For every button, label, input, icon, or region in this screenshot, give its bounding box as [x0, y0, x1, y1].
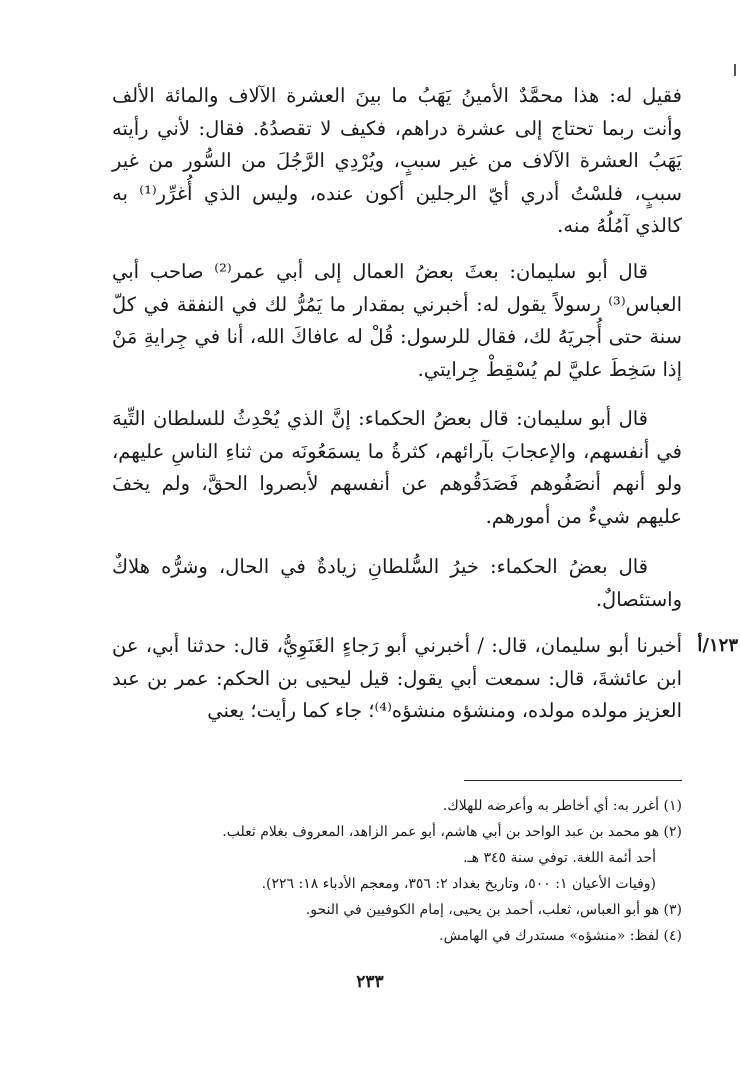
footnote-2-sources: (وفيات الأعيان ١: ٥٠٠، وتاريخ بغداد ٢: ٣٥٦، ومعجم الأدباء ١٨: ٢٢٦). [261, 876, 656, 892]
manuscript-folio-reference: ١٢٣/أ [697, 635, 738, 656]
footnote-divider [464, 780, 682, 781]
footnote-3: (٣) هو أبو العباس، ثعلب، أحمد بن يحيى، إمام الكوفيين في النحو. [305, 902, 682, 918]
paragraph-4: قال بعضُ الحكماء: خيرُ السُّلطانِ زيادةٌ في الحال، وشرُّه هلاكٌ واستئصالٌ. [112, 555, 682, 611]
footnote-4: (٤) لفظ: «منشؤه» مستدرك في الهامش. [439, 928, 682, 944]
paragraph-1: فقيل له: هذا محمَّدٌ الأمينُ يَهَبُ ما بينَ العشرة الآلاف والمائة الألف وأنت ربما تحتاج إلى عشرة دراهم، فكيف لا تقصدُهُ. فقال: لأني رأيته يَهَبُ العشرة الآلاف من غير سببٍ، ويُرْدِي الرَّجُلَ من السُّور من غير سببٍ، فلسْتُ أدري أيّ الرجلين أكون عنده، وليس الذي أُغرِّر⁽¹⁾ به كالذي آمُلُهُ منه. [112, 84, 683, 237]
paragraph-3: قال أبو سليمان: قال بعضُ الحكماء: إنَّ الذي يُحْدِثُ للسلطان التِّيهَ في أنفسهم، والإعجابَ بآرائهم، كثرةُ ما يسمَعُونَه من ثناءِ الناسِ عليهم، ولو أنهم أنصَفُوهم فَصَدَقُوهم عن أنفسهم لأبصروا الحقَّ، ولم يخفَ عليهم شيءٌ من أمورهم. [112, 407, 682, 528]
page-number: ٢٣٣ [356, 972, 384, 992]
footnote-1: (١) أغرر به: أي أخاطر به وأعرضه للهلاك. [442, 798, 682, 814]
paragraph-5: أخبرنا أبو سليمان، قال: / أخبرني أبو رَجاءٍ الغَنَوِيُّ، قال: حدثنا أبي، عن ابن عائشةَ، قال: سمعت أبي يقول: قيل ليحيى بن الحكم: عمر بن عبد العزيز مولده مولده، ومنشؤه منشؤه⁽⁴⁾؛ جاء كما رأيت؛ يعني [112, 634, 682, 722]
margin-mark [734, 64, 736, 76]
footnote-2: (٢) هو محمد بن عبد الواحد بن أبي هاشم، أبو عمر الزاهد، المعروف بغلام ثعلب. [222, 824, 682, 840]
paragraph-2: قال أبو سليمان: بعثَ بعضُ العمال إلى أبي عمر⁽²⁾ صاحب أبي العباس⁽³⁾ رسولاً يقول له: أخبرني بمقدار ما يَمُرُّ لك في النفقة في كلّ سنة حتى أُجريَهُ لك، فقال للرسول: قُلْ له عافاكَ الله، أنا في جِرايةِ مَنْ إذا سَخِطَ عليَّ لم يُسْقِطْ جِرايتي. [112, 260, 682, 381]
footnote-2-continuation: أحد أئمة اللغة. توفي سنة ٣٤٥ هـ. [463, 850, 656, 866]
footnotes [102, 793, 682, 949]
